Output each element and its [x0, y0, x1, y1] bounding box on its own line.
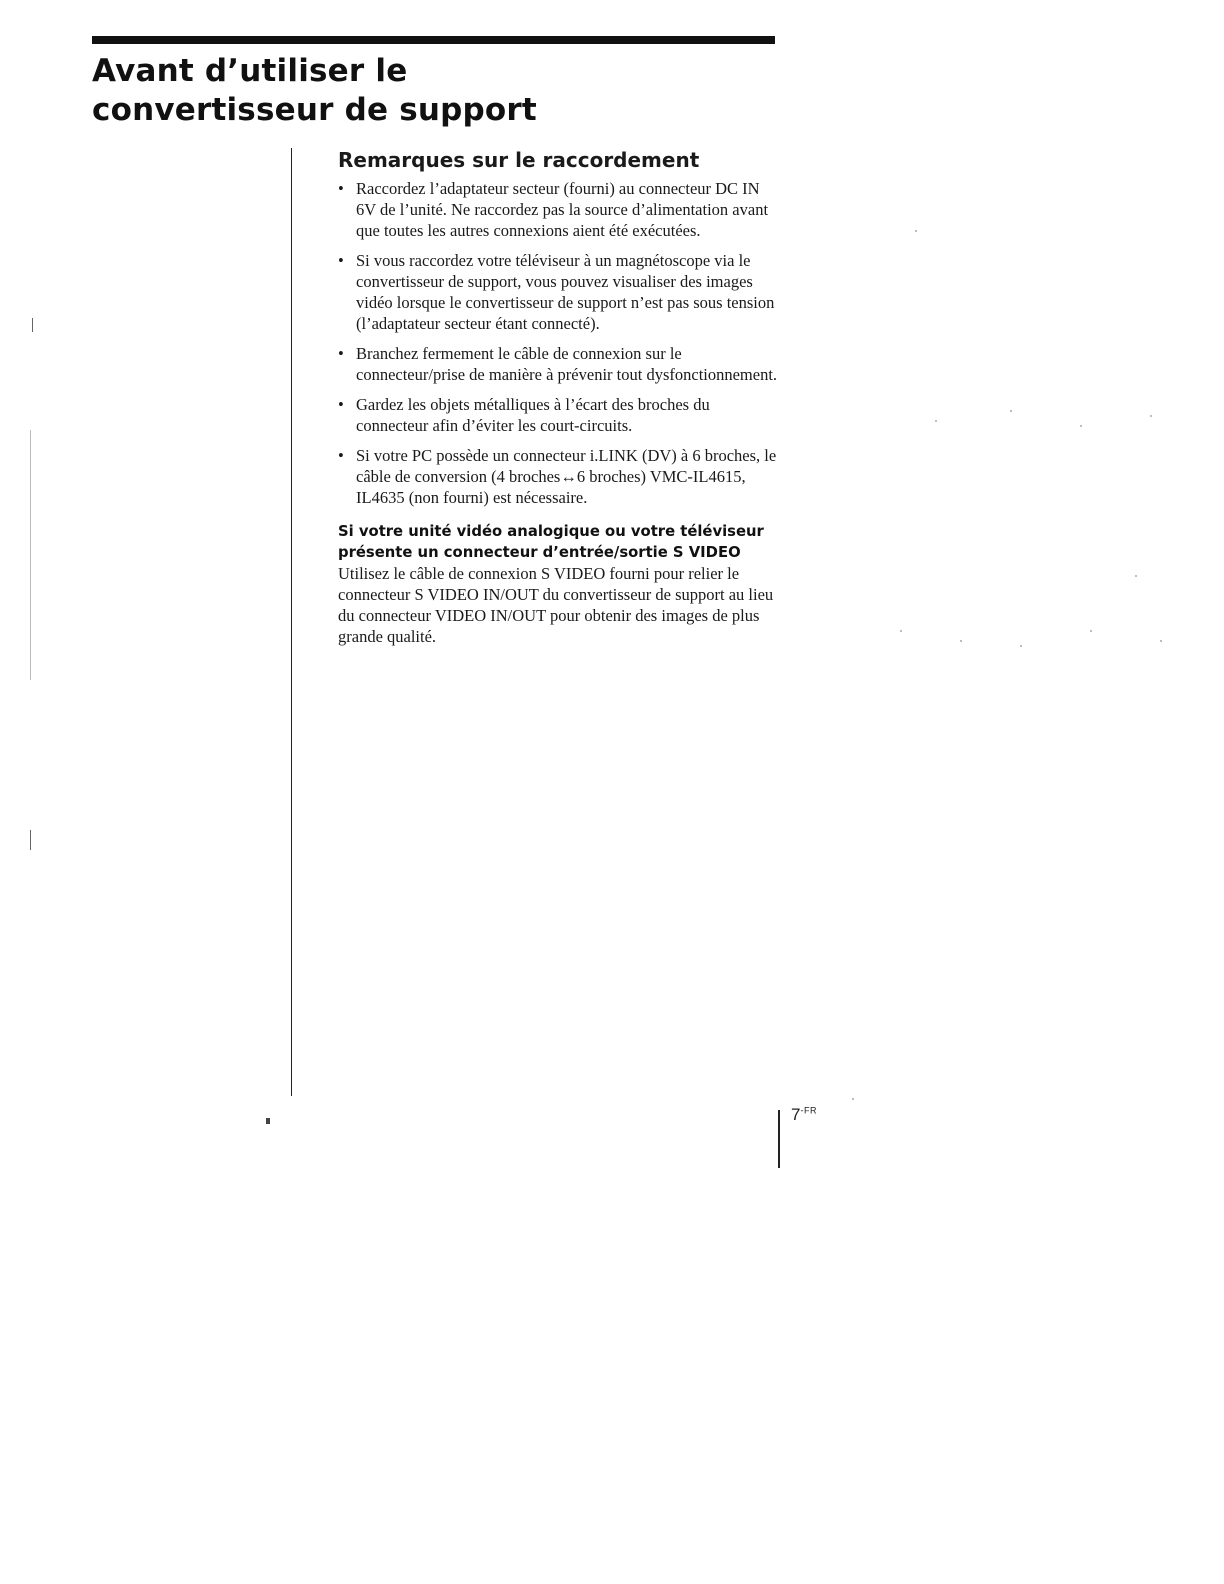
scan-artifact [32, 318, 33, 332]
scan-speckle [1080, 425, 1082, 427]
column-divider [291, 148, 292, 1096]
page-number [791, 1105, 817, 1125]
list-item [338, 250, 778, 334]
scan-speckle [915, 230, 917, 232]
scan-speckle [960, 640, 962, 642]
page-title-line-2: convertisseur de support [92, 92, 537, 128]
scan-speckle [1090, 630, 1092, 632]
bullet-icon: • [338, 251, 344, 270]
list-item-text: Raccordez l’adaptateur secteur (fourni) au connecteur DC IN 6V de l’unité. Ne raccordez pas la source d’alimentation avant que toutes les autres connexions aient été exécutées. [356, 179, 769, 240]
header-rule [92, 36, 775, 44]
list-item-text: Si vous raccordez votre téléviseur à un magnétoscope via le convertisseur de support, vous pouvez visualiser des images vidéo lorsque le convertisseur de support n’est pas sous tension (l’adaptateur secteur étant connecté). [356, 251, 775, 333]
list-item-text: Si votre PC possède un connecteur i.LINK (DV) à 6 broches, le câble de conversion (4 broches↔6 broches) VMC-IL4615, IL4635 (non fourni) est nécessaire. [356, 446, 777, 507]
scan-speckle [1135, 575, 1137, 577]
main-content [338, 146, 778, 647]
s-video-subheading: Si votre unité vidéo analogique ou votre téléviseur présente un connecteur d’entrée/sortie S VIDEO [338, 523, 764, 561]
list-item [338, 445, 778, 508]
list-item [338, 394, 778, 436]
scan-artifact [30, 830, 31, 850]
bullet-icon: • [338, 446, 344, 465]
bullet-icon: • [338, 344, 344, 363]
section-heading: Remarques sur le raccordement [338, 148, 700, 172]
list-item [338, 178, 778, 241]
scan-speckle [852, 1098, 854, 1100]
scan-speckle [1160, 640, 1162, 642]
scan-speckle [1020, 645, 1022, 647]
page-number-value: 7 [791, 1105, 801, 1124]
scan-speckle [900, 630, 902, 632]
page-title-line-1: Avant d’utiliser le [92, 53, 408, 89]
s-video-paragraph: Utilisez le câble de connexion S VIDEO fourni pour relier le connecteur S VIDEO IN/OUT du convertisseur de support au lieu du connecteur VIDEO IN/OUT pour obtenir des images de plus grande qualité. [338, 564, 774, 646]
page-number-suffix: -FR [800, 1105, 817, 1116]
list-item-text: Gardez les objets métalliques à l’écart des broches du connecteur afin d’éviter les court-circuits. [356, 395, 710, 435]
scan-artifact [266, 1118, 270, 1124]
scan-speckle [1010, 410, 1012, 412]
list-item [338, 343, 778, 385]
list-item-text: Branchez fermement le câble de connexion sur le connecteur/prise de manière à prévenir tout dysfonctionnement. [356, 344, 778, 384]
bullet-icon: • [338, 179, 344, 198]
scan-speckle [935, 420, 937, 422]
scan-speckle [1150, 415, 1152, 417]
bullet-icon: • [338, 395, 344, 414]
page-title [92, 52, 772, 130]
scan-artifact [30, 430, 31, 680]
connection-notes-list [338, 178, 778, 508]
page-number-rule [778, 1110, 780, 1168]
